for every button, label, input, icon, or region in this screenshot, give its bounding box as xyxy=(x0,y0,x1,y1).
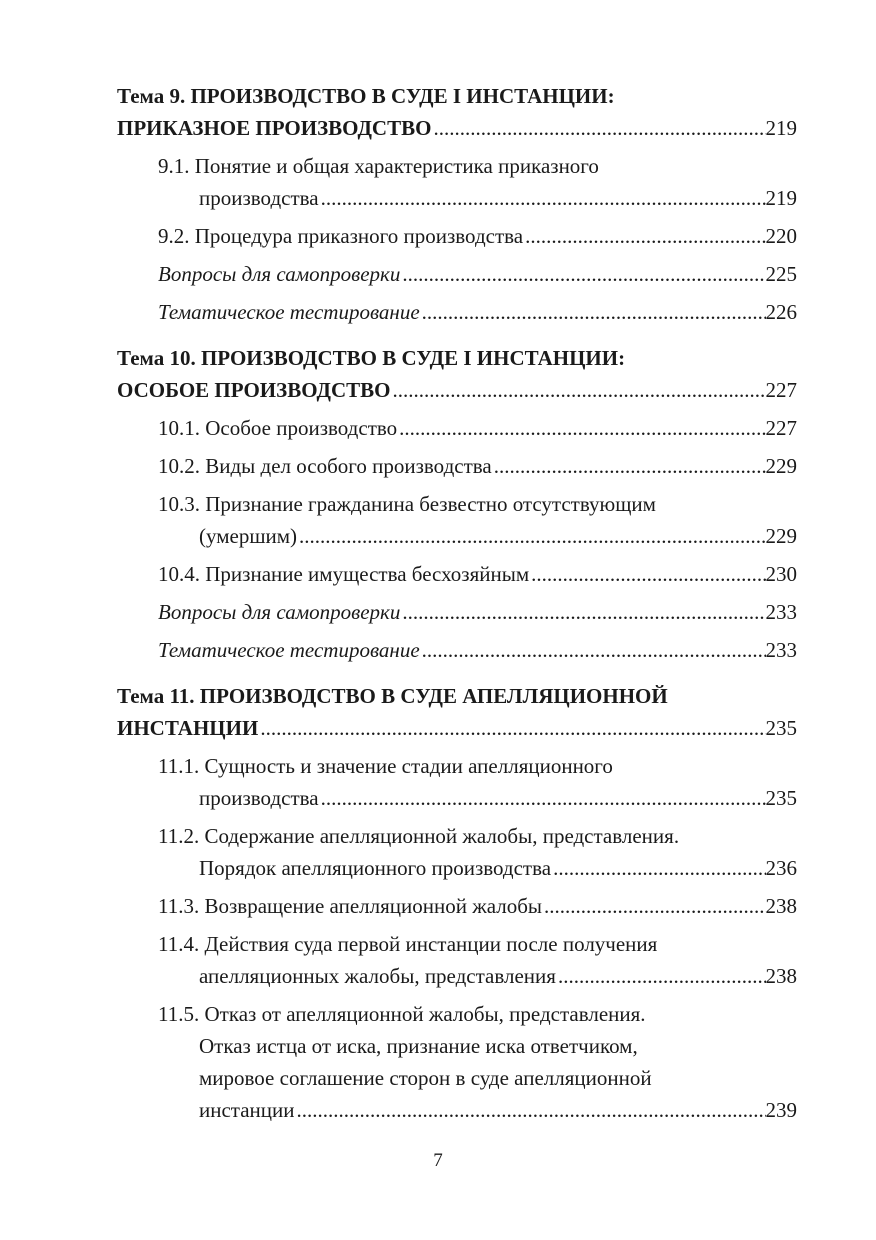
toc-entry-title: Отказ истца от иска, признание иска ответчиком, xyxy=(199,1034,638,1058)
toc-page-number: 233 xyxy=(765,638,797,662)
toc-topic-title: ПРИКАЗНОЕ ПРОИЗВОДСТВО xyxy=(117,116,432,140)
dot-leader xyxy=(397,412,765,444)
toc-entry-9-1[interactable] xyxy=(117,150,797,214)
toc-entry-title: 10.2. Виды дел особого производства xyxy=(158,454,492,478)
toc-entry-11-5[interactable] xyxy=(117,998,797,1126)
toc-page-number: 220 xyxy=(765,224,797,248)
toc-topic-title: ОСОБОЕ ПРОИЗВОДСТВО xyxy=(117,378,391,402)
dot-leader xyxy=(400,596,765,628)
toc-page-number: 225 xyxy=(765,262,797,286)
page-number: 7 xyxy=(433,1150,443,1171)
toc-page-number: 235 xyxy=(765,716,797,740)
toc-entry-title: Тематическое тестирование xyxy=(158,300,420,324)
toc-entry-title: 10.4. Признание имущества бесхозяйным xyxy=(158,562,530,586)
toc-page-number: 219 xyxy=(765,186,797,210)
toc-entry-title: 11.1. Сущность и значение стадии апелляционного xyxy=(158,754,613,778)
toc-page-number: 236 xyxy=(765,856,797,880)
toc-entry-title: 9.2. Процедура приказного производства xyxy=(158,224,524,248)
toc-page-number: 239 xyxy=(765,1098,797,1122)
dot-leader xyxy=(551,852,765,884)
toc-entry-testing-9[interactable] xyxy=(117,296,797,328)
dot-leader xyxy=(420,634,766,666)
dot-leader xyxy=(297,520,765,552)
toc-entry-10-2[interactable] xyxy=(117,450,797,482)
toc-entry-questions-10[interactable] xyxy=(117,596,797,628)
toc-page-number: 230 xyxy=(765,562,797,586)
dot-leader xyxy=(523,220,765,252)
dot-leader xyxy=(420,296,766,328)
toc-topic-title: Тема 10. ПРОИЗВОДСТВО В СУДЕ I ИНСТАНЦИИ: xyxy=(117,346,626,370)
toc-entry-10-3[interactable] xyxy=(117,488,797,552)
table-of-contents xyxy=(117,80,797,1132)
toc-entry-title: 10.1. Особое производство xyxy=(158,416,398,440)
toc-entry-title: Порядок апелляционного производства xyxy=(199,856,552,880)
dot-leader xyxy=(492,450,766,482)
toc-page-number: 227 xyxy=(765,416,797,440)
toc-entry-title: производства xyxy=(199,786,319,810)
toc-topic-title: ИНСТАНЦИИ xyxy=(117,716,259,740)
dot-leader xyxy=(431,112,765,144)
toc-page-number: 226 xyxy=(765,300,797,324)
toc-entry-questions-9[interactable] xyxy=(117,258,797,290)
toc-entry-title: 11.3. Возвращение апелляционной жалобы xyxy=(158,894,542,918)
toc-topic-9[interactable] xyxy=(117,80,797,144)
dot-leader xyxy=(319,182,766,214)
toc-page-number: 219 xyxy=(765,116,797,140)
toc-entry-title: 11.5. Отказ от апелляционной жалобы, представления. xyxy=(158,1002,646,1026)
toc-entry-title: 11.2. Содержание апелляционной жалобы, представления. xyxy=(158,824,680,848)
toc-entry-title: (умершим) xyxy=(199,524,298,548)
dot-leader xyxy=(542,890,766,922)
toc-entry-title: производства xyxy=(199,186,319,210)
toc-entry-10-4[interactable] xyxy=(117,558,797,590)
toc-entry-title: 10.3. Признание гражданина безвестно отсутствующим xyxy=(158,492,656,516)
toc-page-number: 238 xyxy=(765,964,797,988)
toc-entry-title: Вопросы для самопроверки xyxy=(158,600,401,624)
dot-leader xyxy=(556,960,766,992)
toc-page-number: 227 xyxy=(765,378,797,402)
toc-page-number: 238 xyxy=(765,894,797,918)
dot-leader xyxy=(319,782,766,814)
toc-entry-title: инстанции xyxy=(199,1098,295,1122)
toc-topic-11[interactable] xyxy=(117,680,797,744)
toc-page-number: 233 xyxy=(765,600,797,624)
toc-topic-title: Тема 9. ПРОИЗВОДСТВО В СУДЕ I ИНСТАНЦИИ: xyxy=(117,84,615,108)
toc-entry-title: мировое соглашение сторон в суде апелляционной xyxy=(199,1066,652,1090)
toc-entry-11-4[interactable] xyxy=(117,928,797,992)
dot-leader xyxy=(529,558,765,590)
toc-topic-10[interactable] xyxy=(117,342,797,406)
toc-entry-11-2[interactable] xyxy=(117,820,797,884)
toc-entry-testing-10[interactable] xyxy=(117,634,797,666)
dot-leader xyxy=(258,712,765,744)
toc-entry-title: Тематическое тестирование xyxy=(158,638,420,662)
dot-leader xyxy=(295,1094,766,1126)
dot-leader xyxy=(400,258,765,290)
toc-page-number: 229 xyxy=(765,524,797,548)
toc-entry-9-2[interactable] xyxy=(117,220,797,252)
toc-entry-10-1[interactable] xyxy=(117,412,797,444)
toc-entry-11-1[interactable] xyxy=(117,750,797,814)
toc-entry-title: 11.4. Действия суда первой инстанции после получения xyxy=(158,932,658,956)
toc-page-number: 229 xyxy=(765,454,797,478)
toc-entry-title: 9.1. Понятие и общая характеристика приказного xyxy=(158,154,599,178)
toc-entry-11-3[interactable] xyxy=(117,890,797,922)
dot-leader xyxy=(390,374,765,406)
toc-entry-title: Вопросы для самопроверки xyxy=(158,262,401,286)
toc-page-number: 235 xyxy=(765,786,797,810)
toc-topic-title: Тема 11. ПРОИЗВОДСТВО В СУДЕ АПЕЛЛЯЦИОННОЙ xyxy=(117,684,668,708)
toc-entry-title: апелляционных жалобы, представления xyxy=(199,964,556,988)
